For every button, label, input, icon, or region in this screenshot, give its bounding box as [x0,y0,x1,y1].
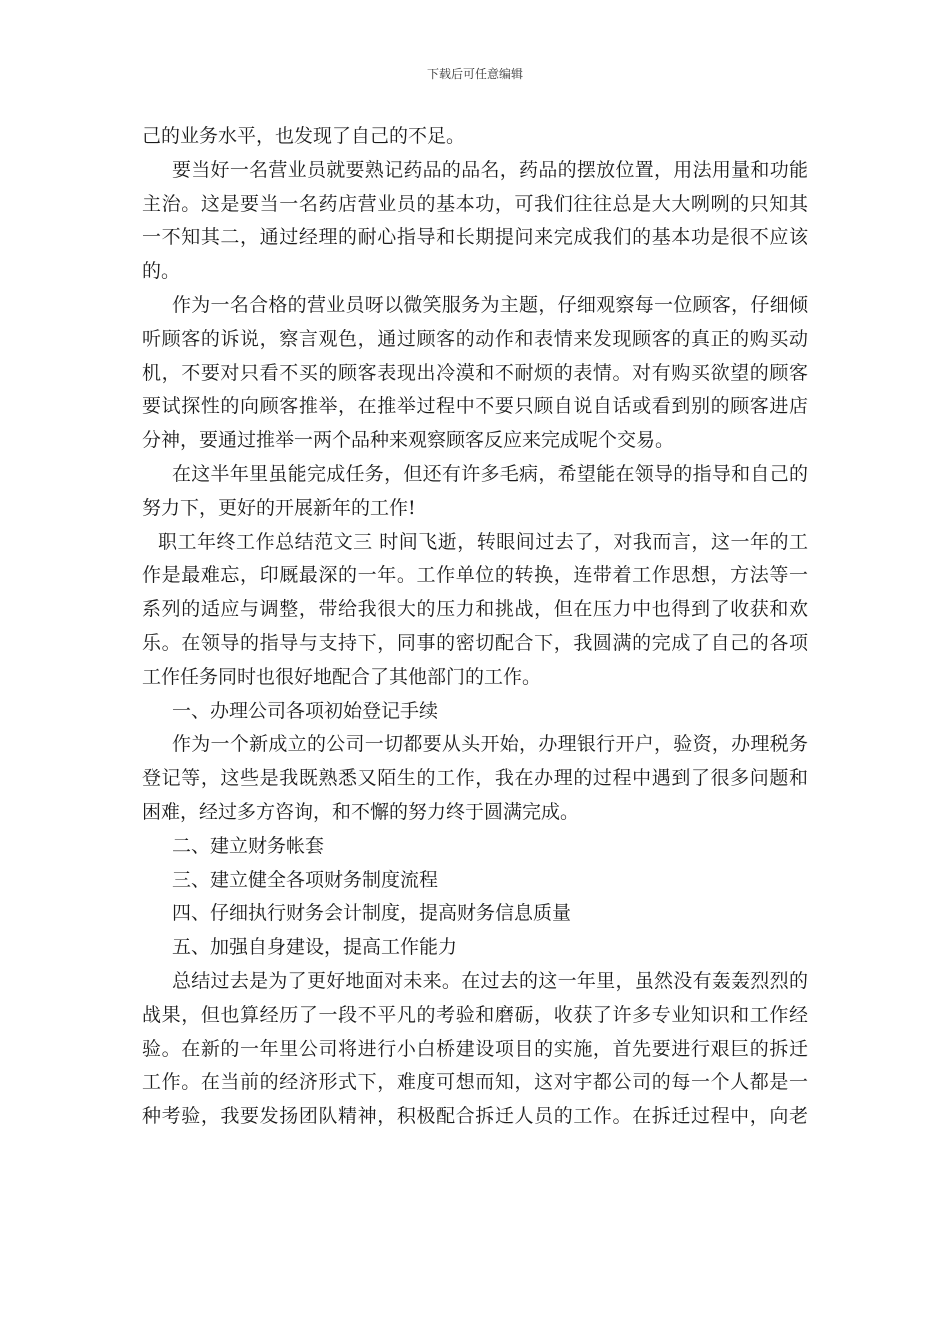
list-heading: 五、加强自身建设，提高工作能力 [172,936,458,959]
list-heading: 四、仔细执行财务会计制度，提高财务信息质量 [172,902,572,925]
text-line: 作为一个新成立的公司一切都要从头开始，办理银行开户，验资，办理税务 [172,733,808,756]
text-line: 乐。在领导的指导与支持下，同事的密切配合下，我圆满的完成了自己的各项 [142,631,808,654]
text-line: 机，不要对只看不买的顾客表现出冷漠和不耐烦的表情。对有购买欲望的顾客 [142,361,808,384]
text-line: 要当好一名营业员就要熟记药品的品名，药品的摆放位置，用法用量和功能 [172,158,808,181]
text-line: 作是最难忘，印厩最深的一年。工作单位的转换，连带着工作思想，方法等一 [142,564,808,587]
text-line: 系列的适应与调整，带给我很大的压力和挑战，但在压力中也得到了收获和欢 [142,598,808,621]
text-line: 种考验，我要发扬团队精神，积极配合拆迁人员的工作。在拆迁过程中，向老 [142,1105,808,1128]
text-line: 总结过去是为了更好地面对未来。在过去的这一年里，虽然没有轰轰烈烈的 [172,969,808,992]
text-line: 工作。在当前的经济形式下，难度可想而知，这对宇都公司的每一个人都是一 [142,1071,808,1094]
text-line: 战果，但也算经历了一段不平凡的考验和磨砺，收获了许多专业知识和工作经 [142,1003,808,1026]
text-line: 听顾客的诉说，察言观色，通过顾客的动作和表情来发现顾客的真正的购买动 [142,327,808,350]
section-title-line: 职工年终工作总结范文三 时间飞逝，转眼间过去了，对我而言，这一年的工 [158,530,808,553]
document-body [142,120,808,1134]
list-heading: 一、办理公司各项初始登记手续 [172,699,439,722]
text-line: 的。 [142,260,181,283]
text-line: 验。在新的一年里公司将进行小白桥建设项目的实施，首先要进行艰巨的拆迁 [142,1037,808,1060]
list-heading: 三、建立健全各项财务制度流程 [172,868,439,891]
list-heading: 二、建立财务帐套 [172,834,325,857]
text-line: 要试探性的向顾客推举，在推举过程中不要只顾自说自话或看到别的顾客进店 [142,395,808,418]
text-line: 作为一名合格的营业员呀以微笑服务为主题，仔细观察每一位顾客，仔细倾 [172,293,808,316]
text-line: 一不知其二，通过经理的耐心指导和长期提问来完成我们的基本功是很不应该 [142,226,808,249]
text-line: 在这半年里虽能完成任务，但还有许多毛病，希望能在领导的指导和自己的 [172,462,808,485]
text-line: 己的业务水平，也发现了自己的不足。 [142,125,466,147]
text-line: 主治。这是要当一名药店营业员的基本功，可我们往往总是大大咧咧的只知其 [142,192,808,215]
text-line: 困难，经过多方咨询，和不懈的努力终于圆满完成。 [142,800,580,823]
text-line: 努力下，更好的开展新年的工作! [142,496,416,519]
text-line: 分神，要通过推举一两个品种来观察顾客反应来完成呢个交易。 [142,429,675,452]
text-line: 登记等，这些是我既熟悉又陌生的工作，我在办理的过程中遇到了很多问题和 [142,767,808,790]
text-line: 工作任务同时也很好地配合了其他部门的工作。 [142,665,542,688]
page-header: 下载后可任意编辑 [426,67,523,81]
